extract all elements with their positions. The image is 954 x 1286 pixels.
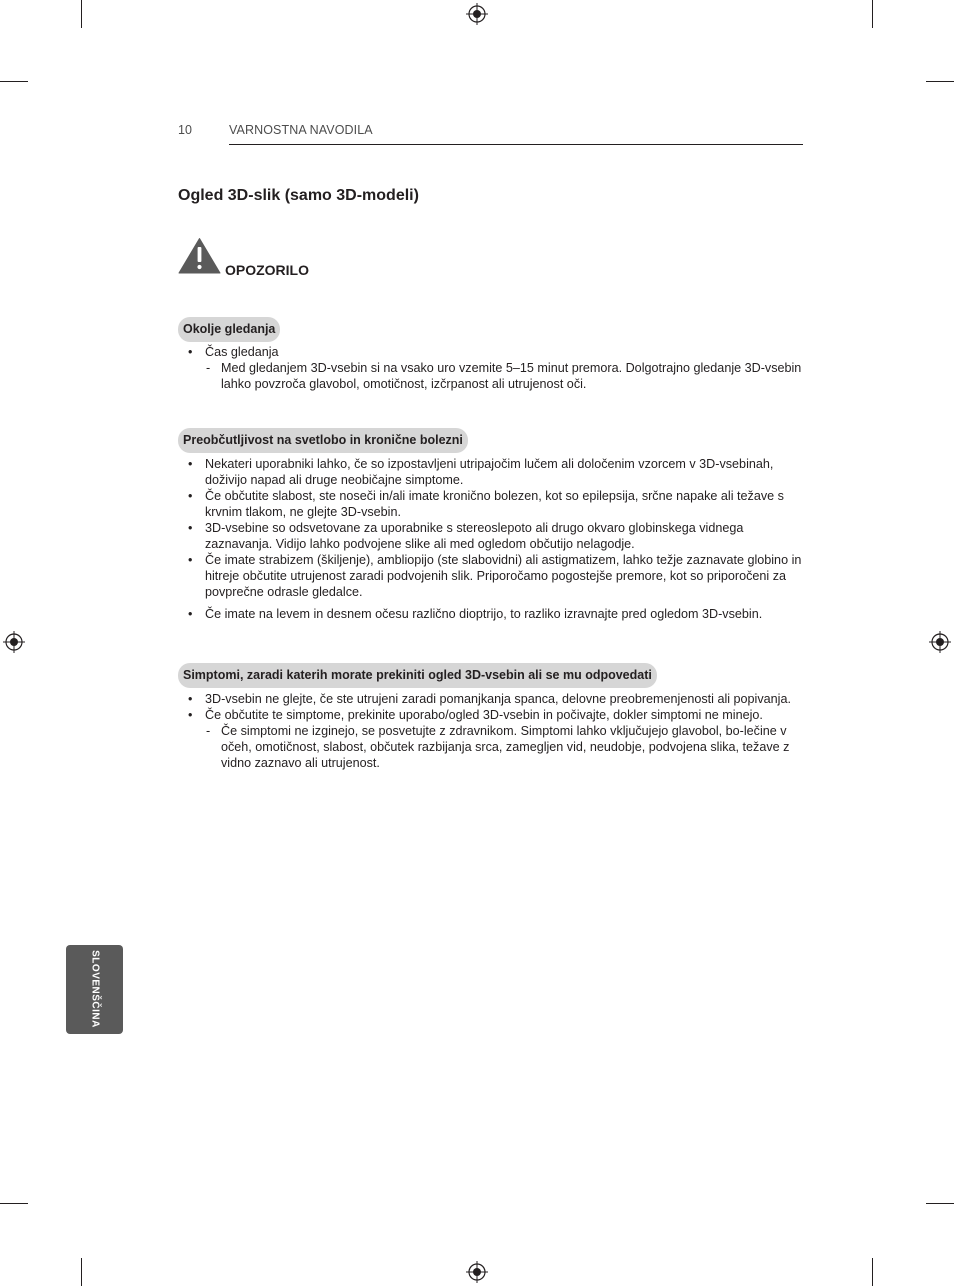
bullet-list (178, 344, 804, 392)
list-item (178, 344, 804, 392)
section-title: Ogled 3D-slik (samo 3D-modeli) (178, 187, 419, 204)
sub-list (205, 360, 804, 392)
subsection-heading: Okolje gledanja (178, 317, 280, 342)
bullet-list (178, 456, 804, 622)
sub-list-item: - Med gledanjem 3D-vsebin si na vsako uro vzemite 5–15 minut premora. Dolgotrajno gledanje 3D-vsebin lahko povzroča glavobol, omotičnost, izčrpanost ali utrujenost oči. (205, 360, 804, 392)
subsection-heading: Preobčutljivost na svetlobo in kronične bolezni (178, 428, 468, 453)
list-item-text: Če občutite te simptome, prekinite uporabo/ogled 3D-vsebin in počivajte, dokler simptomi ne minejo. (205, 708, 763, 722)
sub-list (205, 723, 804, 771)
registration-mark-icon (929, 631, 951, 653)
list-item: • Če občutite slabost, ste noseči in/ali imate kronično bolezen, kot so epilepsija, srčne napake ali težave s krvnim tlakom, ne glejte 3D-vsebin. (178, 488, 804, 520)
subsection-heading: Simptomi, zaradi katerih morate prekiniti ogled 3D-vsebin ali se mu odpovedati (178, 663, 657, 688)
sub-list-item: - Če simptomi ne izginejo, se posvetujte z zdravnikom. Simptomi lahko vključujejo glavobol, bo-lečine v očeh, omotičnost, slabost, občutek razbijanja srca, zamegljen vid, neudobje, podvojena slika, težave z vidno zaznavo ali utrujenost. (205, 723, 804, 771)
registration-mark-icon (466, 3, 488, 25)
header-divider (229, 144, 803, 145)
crop-mark (872, 0, 873, 28)
list-item: • Če imate strabizem (škiljenje), ambliopijo (ste slabovidni) ali astigmatizem, lahko težje zaznavate globino in hitreje občutite utrujenost zaradi podvojenih slik. Priporočamo pogostejše premore, kot so priporočeni za povprečne odrasle gledalce. (178, 552, 804, 600)
header-title: VARNOSTNA NAVODILA (229, 123, 373, 137)
warning-label: OPOZORILO (225, 262, 309, 278)
list-item: • 3D-vsebin ne glejte, če ste utrujeni zaradi pomanjkanja spanca, delovne preobremenjenosti ali popivanja. (178, 691, 804, 707)
list-item-text: Čas gledanja (205, 345, 279, 359)
crop-mark (81, 1258, 82, 1286)
crop-mark (0, 81, 28, 82)
crop-mark (81, 0, 82, 28)
list-item (178, 707, 804, 771)
crop-mark (926, 1203, 954, 1204)
warning-triangle-icon (178, 237, 221, 274)
crop-mark (926, 81, 954, 82)
language-tab-label: SLOVENŠČINA (89, 950, 101, 1028)
list-item: • Če imate na levem in desnem očesu različno dioptrijo, to razliko izravnajte pred ogledom 3D-vsebin. (178, 606, 804, 622)
registration-mark-icon (466, 1261, 488, 1283)
page-number: 10 (178, 123, 192, 137)
crop-mark (0, 1203, 28, 1204)
list-item: • 3D-vsebine so odsvetovane za uporabnike s stereoslepoto ali drugo okvaro globinskega vidnega zaznavanja. Vidijo lahko podvojene slike ali med ogledom občutijo nelagodje. (178, 520, 804, 552)
registration-mark-icon (3, 631, 25, 653)
page-header (178, 123, 803, 145)
bullet-list (178, 691, 804, 771)
list-item: • Nekateri uporabniki lahko, če so izpostavljeni utripajočim lučem ali določenim vzorcem v 3D-vsebinah, doživijo napad ali druge neobičajne simptome. (178, 456, 804, 488)
crop-mark (872, 1258, 873, 1286)
